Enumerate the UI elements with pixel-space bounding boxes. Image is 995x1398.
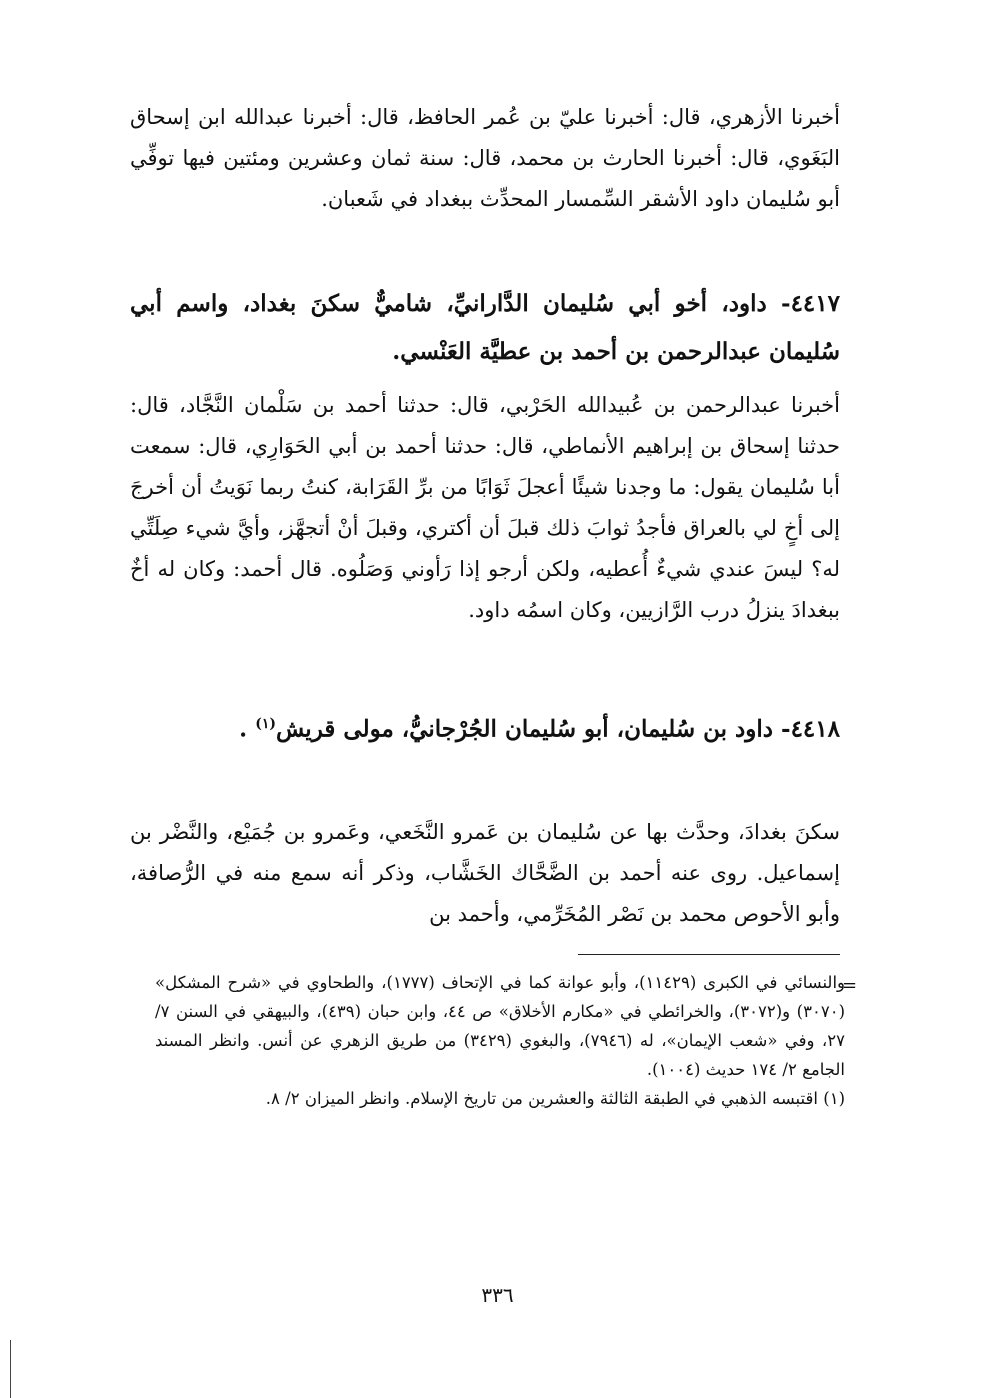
paragraph-3-text: سكنَ بغدادَ، وحدَّث بها عن سُليمان بن عَمرو النَّخَعي، وعَمرو بن جُمَيْع، والنَّضْر بن إسماعيل. روى عنه أحمد بن الضَّحَّاك الخَشَّاب، وذكر أنه سمع منه في الرُّصافة، وأبو الأحوص محمد بن نَصْر المُخَرِّمي، وأحمد بن [130,820,840,926]
paragraph-1 [130,97,840,220]
footnote-separator [578,954,840,955]
footnote-1: (١) اقتبسه الذهبي في الطبقة الثالثة والعشرين من تاريخ الإسلام. وانظر الميزان ٢/ ٨. [265,1089,845,1108]
entry-heading-4417 [130,280,840,376]
paragraph-2 [130,385,840,631]
paragraph-1-text: أخبرنا الأزهري، قال: أخبرنا عليّ بن عُمر الحافظ، قال: أخبرنا عبدالله ابن إسحاق البَغَوي، قال: أخبرنا الحارث بن محمد، قال: سنة ثمان وعشرين ومئتين فيها توفِّي أبو سُليمان داود الأشقر السِّمسار المحدِّث ببغداد في شَعبان. [130,105,840,211]
paragraph-2-text: أخبرنا عبدالرحمن بن عُبيدالله الحَرْبي، قال: حدثنا أحمد بن سَلْمان النَّجَّاد، قال: حدثنا إسحاق بن إبراهيم الأنماطي، قال: حدثنا أحمد بن أبي الحَوَارِي، قال: سمعت أبا سُليمان يقول: ما وجدنا شيئًا أعجلَ ثَوَابًا من برِّ القَرَابة، كنتُ ربما نَوَيتُ أن أخرجَ إلى أخٍ لي بالعراق فأجدُ ثوابَ ذلك قبلَ أن أكتري، وقبلَ أنْ أتجهَّز، وأيَّ شيء صِلَتِّي له؟ ليسَ عندي شيءٌ أُعطيه، ولكن أرجو إذا رَأوني وَصَلُوه. قال أحمد: وكان له أخٌ ببغدادَ ينزلُ درب الرَّازيين، وكان اسمُه داود. [130,393,840,622]
paragraph-3 [130,812,840,935]
footnote-reference: (١) [255,716,276,732]
footnote-continuation-mark: = [842,975,858,996]
entry-4417-text: ٤٤١٧- داود، أخو أبي سُليمان الدَّارانيِّ، شاميٌّ سكنَ بغداد، واسم أبي سُليمان عبدالرحمن بن أحمد بن عطيَّة العَنْسي. [130,290,840,365]
footnote-continued: والنسائي في الكبرى (١١٤٢٩)، وأبو عوانة كما في الإتحاف (١٧٧٧)، والطحاوي في «شرح المشكل» (٣٠٧٠) و(٣٠٧٢)، والخرائطي في «مكارم الأخلاق» ص ٤٤، وابن حبان (٤٣٩)، والبيهقي في السنن ٧/ ٢٧، وفي «شعب الإيمان»، له (٧٩٤٦)، والبغوي (٣٤٢٩) من طريق الزهري عن أنس. وانظر المسند الجامع ٢/ ١٧٤ حديث (١٠٠٤). [155,973,846,1079]
footnotes [155,968,845,1113]
entry-4418-end: . [239,715,248,743]
entry-4418-text: ٤٤١٨- داود بن سُليمان، أبو سُليمان الجُرْجانيُّ، مولى قريش [275,715,840,743]
entry-heading-4418 [130,700,840,754]
scan-edge-line [10,1340,11,1398]
page-number: ٣٣٦ [481,1283,514,1307]
